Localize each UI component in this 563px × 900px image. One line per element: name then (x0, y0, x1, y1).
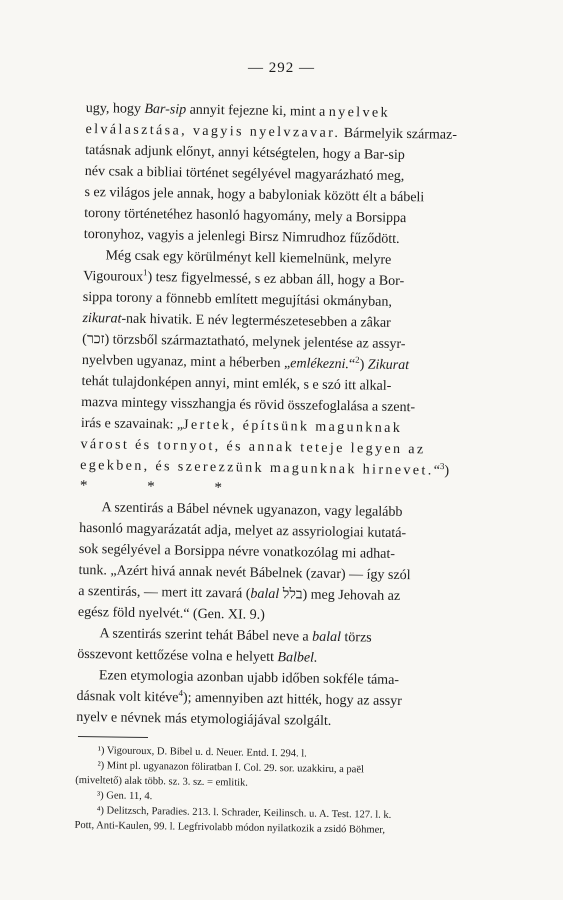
text-segment: balal (250, 586, 280, 603)
text-segment: torony történetéhez hasonló hagyomány, mely a Borsippa (84, 205, 407, 227)
text-segment: Bármelyik származ- (340, 125, 458, 143)
text-segment: nyelv e névnek más etymologiájával szolgált. (76, 709, 332, 729)
text-segment: A szentirás szerint tehát Bábel neve a (99, 626, 313, 645)
text-segment: összevont kettőzése volna e helyett (77, 646, 278, 666)
footnote-ref: 3 (439, 460, 445, 472)
text-segment: sippa torony a fönnebb említett megujítási okmányban, (82, 289, 393, 310)
footnotes (74, 743, 493, 840)
text-segment: tehát tulajdonképen annyi, mint emlék, s e szó itt alkal- (81, 373, 392, 394)
footnote-ref: 1 (143, 267, 148, 278)
text-segment: “ (348, 357, 356, 373)
text-segment: várost és tornyot, és annak teteje legyen az (80, 436, 426, 458)
text-segment: ); amennyiben azt hitték, hogy az assyr (182, 690, 402, 710)
text-segment: Még csak egy körülményt kell kiemelnünk, melyre (105, 248, 392, 268)
text-segment: sok segélyével a Borsippa névre vonatkozólag mi adhat- (78, 541, 396, 562)
text-segment: Bar-sip (144, 101, 187, 118)
text-segment: név csak a bibliai történet segélyével magyarázható meg, (84, 163, 405, 185)
footnote-line: ¹) Vigouroux, D. Bibel u. d. Neuer. Entd. I. 294. l. (97, 745, 307, 760)
text-segment: Vigouroux (83, 268, 144, 285)
section-separator: * * * (79, 477, 251, 497)
footnote-line: ⁴) Delitzsch, Paradies. 213. l. Schrader, Keilinsch. u. A. Test. 127. l. k. (96, 805, 392, 821)
text-segment: s ez világos jele annak, hogy a babyloniak között élt a bábeli (84, 184, 425, 206)
text-segment: emlékezni. (290, 356, 350, 373)
text-segment: elválasztása, vagyis nyelvzavar. (85, 121, 341, 141)
footnote-ref: 4 (178, 687, 184, 698)
text-segment: dásnak volt kitéve (76, 688, 179, 706)
text-segment: Balbel. (277, 650, 318, 666)
main-text (76, 98, 504, 734)
body-text (74, 98, 503, 839)
text-segment: Zikurat (367, 357, 410, 374)
text-segment: (זכר) törzsből származtatható, melynek jelentése az assyr- (82, 331, 406, 353)
footnote-rule (78, 736, 148, 738)
text-segment: Ezen etymologia azonban ujabb időben sokféle táma- (98, 668, 400, 688)
text-segment: egekben, és szerezzünk magunknak hirnevet. (80, 457, 434, 479)
footnote-line: (miveltető) alak több. sz. 3. sz. = emlitik. (75, 774, 249, 789)
text-segment: Jertek, építsünk magunknak (182, 417, 403, 437)
text-segment: ) (359, 357, 368, 373)
text-segment: balal (312, 629, 342, 646)
text-segment: A szentirás a Bábel névnek ugyanazon, vagy legalább (101, 500, 403, 521)
text-segment: annyit fejezne ki, mint a (186, 102, 329, 120)
footnote-ref: 2 (355, 354, 360, 365)
text-segment: nyelvek (328, 104, 391, 121)
text-segment: a szentirás, — mert itt zavará ( (78, 583, 251, 602)
text-segment: בלל) meg Jehovah az (279, 587, 401, 604)
text-segment: ) (444, 463, 450, 479)
text-segment: -nak hivatik. E név legtermészetesebben a zâkar (121, 311, 391, 331)
text-segment: toronyhoz, vagyis a jelenlegi Birsz Nimrudhoz fűződött. (83, 226, 400, 247)
text-segment: törzs (340, 630, 372, 646)
footnote-line: Pott, Anti-Kaulen, 99. l. Legfrivolabb módon nyilatkozik a zsidó Böhmer, (74, 819, 386, 836)
text-segment: zikurat (82, 310, 122, 327)
footnote-line: ³) Gen. 11, 4. (96, 790, 153, 803)
text-segment: tunk. „Azért hivá annak nevét Bábelnek (zavar) — így szól (78, 562, 411, 584)
text-segment: ugy, hogy (85, 100, 145, 117)
text-segment: mazva mintegy visszhangja és rövid összefoglalása a szent- (81, 394, 416, 416)
text-segment: “ (433, 463, 441, 479)
text-segment: ) tesz figyelmessé, s ez abban áll, hogy a Bor- (147, 269, 405, 290)
text-segment: irás e szavainak: „ (80, 415, 184, 433)
text-segment: nyelvben ugyanaz, mint a héberben „ (81, 352, 291, 372)
page-number: — 292 — (248, 60, 315, 76)
text-segment: tatásnak adjunk előnyt, annyi kétségtelen, hogy a Bar-sip (85, 142, 405, 164)
text-segment: egész föld nyelvét.“ (Gen. XI. 9.) (77, 604, 265, 623)
text-segment: hasonló magyarázatát adja, melyet az assyriologiai kutatá- (79, 520, 407, 542)
footnote-line: ²) Mint pl. ugyanazon föliratban I. Col. 29. sor. uzakkiru, a paël (97, 760, 365, 776)
